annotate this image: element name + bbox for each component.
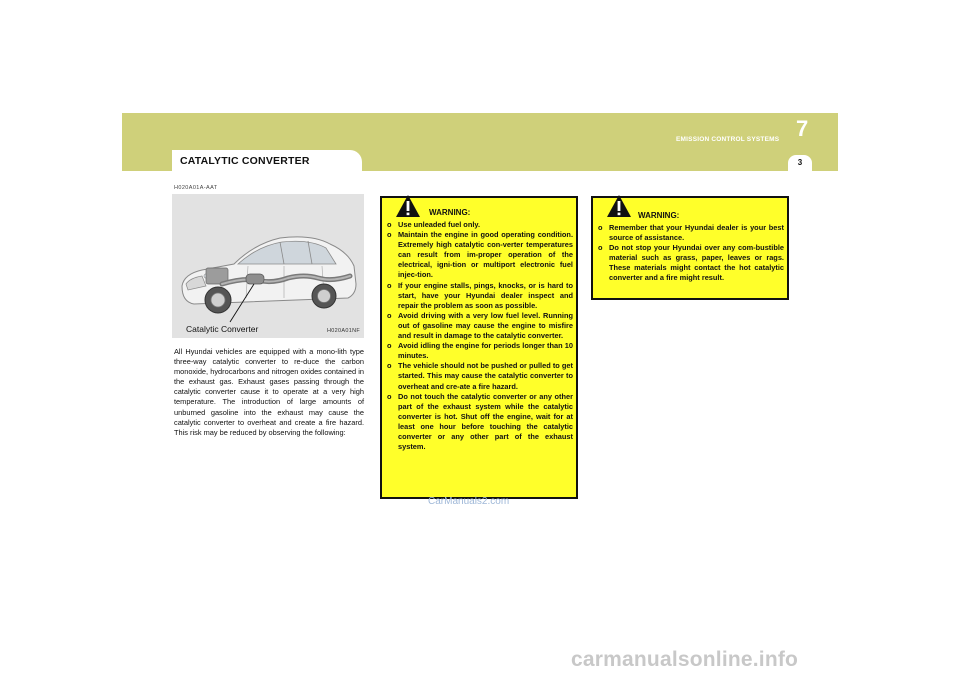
- warning-item: o Avoid driving with a very low fuel level. Running out of gasoline may cause the engine to misfire and result in damage to the catalytic converter.: [387, 310, 573, 341]
- warning-item: o Avoid idling the engine for periods longer than 10 minutes.: [387, 341, 573, 361]
- catalytic-converter-figure: [172, 194, 364, 338]
- watermark-carmanualsonline: carmanualsonline.info: [571, 648, 799, 671]
- warning-list-1: [387, 220, 573, 452]
- car-illustration: [172, 194, 364, 338]
- watermark-carmanuals2: CarManuals2.com: [428, 496, 510, 507]
- chapter-number: 7: [796, 116, 809, 141]
- warning-box-2: [591, 196, 789, 300]
- warning-title-2: WARNING:: [638, 211, 680, 220]
- warning-item: o Remember that your Hyundai dealer is your best source of assistance.: [598, 223, 784, 243]
- section-code: H020A01A-AAT: [174, 185, 218, 191]
- body-paragraph: All Hyundai vehicles are equipped with a mono-lith type three-way catalytic converter to re-duce the carbon monoxide, hydrocarbons and nitrogen oxides contained in the exhaust gas. Exhaust gases passing through the catalytic converter cause it to operate at a very high temperature. The introduction of large amounts of unburned gasoline into the exhaust may cause the catalytic converter to overheat and create a fire hazard. This risk may be reduced by observing the following:: [174, 347, 364, 437]
- warning-box-1: [380, 196, 578, 499]
- warning-item: o Do not stop your Hyundai over any com-bustible material such as grass, paper, leaves or rags. These materials might contact the hot catalytic converter and a fire might result.: [598, 243, 784, 283]
- warning-item: o Maintain the engine in good operating condition. Extremely high catalytic con-verter temperatures can result from im-proper operation of the electrical, igni-tion or multiport electronic fuel injec-tion.: [387, 230, 573, 280]
- page-number: 3: [797, 158, 803, 167]
- warning-item: o If your engine stalls, pings, knocks, or is hard to start, have your Hyundai dealer inspect and repair the problem as soon as possible.: [387, 280, 573, 310]
- figure-code: H020A01NF: [327, 328, 360, 334]
- warning-triangle-icon: [606, 194, 632, 218]
- chapter-title: EMISSION CONTROL SYSTEMS: [676, 136, 780, 143]
- warning-triangle-icon: [395, 194, 421, 218]
- section-title: CATALYTIC CONVERTER: [180, 155, 310, 167]
- warning-item: o Do not touch the catalytic converter or any other part of the exhaust system while the catalytic converter is hot. Shut off the engine, wait for at least one hour before touching the catalytic converter or any other part of the exhaust system.: [387, 391, 573, 452]
- warning-item: o Use unleaded fuel only.: [387, 220, 480, 229]
- warning-list-2: [598, 223, 784, 284]
- warning-item: o The vehicle should not be pushed or pulled to get started. This may cause the catalytic converter to overheat and cre-ate a fire hazard.: [387, 361, 573, 391]
- warning-title-1: WARNING:: [429, 208, 471, 217]
- figure-caption: Catalytic Converter: [186, 324, 259, 334]
